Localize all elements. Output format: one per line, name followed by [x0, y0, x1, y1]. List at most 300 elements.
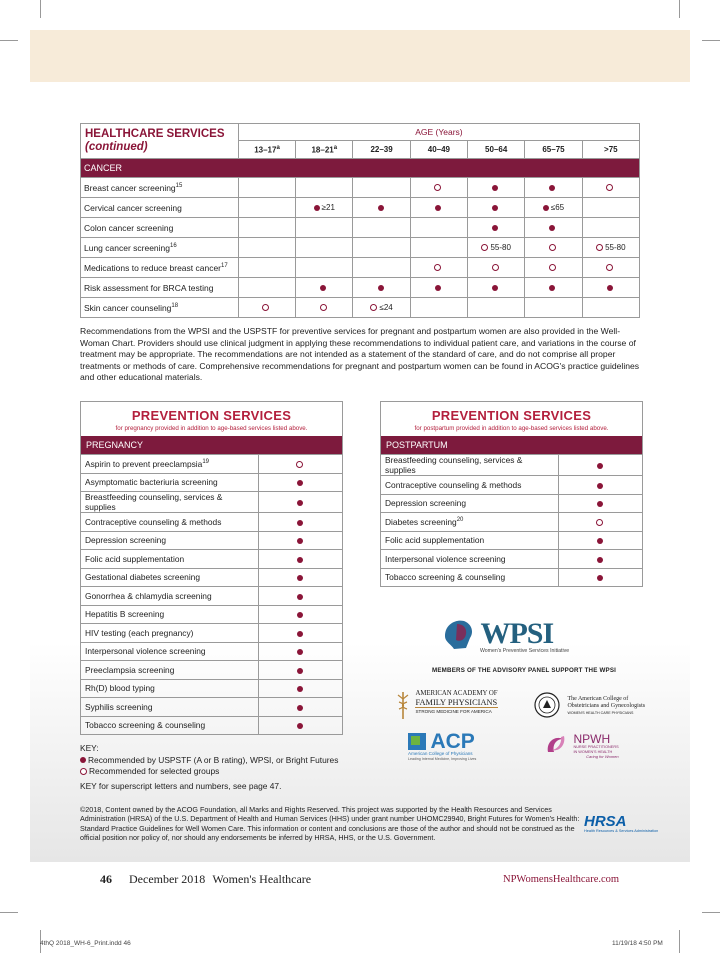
age-column-4 [468, 140, 525, 158]
pregnancy-subtitle: for pregnancy provided in addition to age-based services listed above. [115, 425, 308, 432]
wpsi-logo [442, 618, 569, 654]
hrsa-wordmark: HRSA [584, 813, 627, 830]
key [80, 743, 338, 792]
filled-dot-icon [597, 557, 603, 563]
table-row [81, 198, 640, 218]
service-label [81, 550, 259, 569]
filled-dot-icon [314, 205, 320, 211]
service-label-text: Folic acid supplementation [85, 553, 185, 564]
table-cell [353, 198, 410, 218]
service-label-text: Folic acid supplementation [385, 535, 485, 546]
table-cell [525, 278, 582, 298]
magazine-name: Women's Healthcare [212, 872, 312, 886]
top-band [30, 30, 690, 82]
table-cell [238, 218, 295, 238]
page-number: 46 [100, 872, 112, 886]
list-item [381, 513, 642, 532]
acog-logo [534, 692, 645, 718]
table-cell [353, 258, 410, 278]
print-slug-right: 11/19/18 4:50 PM [612, 940, 663, 947]
row-label [81, 218, 239, 238]
service-label [81, 698, 259, 717]
section-row [81, 159, 640, 178]
service-mark [259, 513, 343, 532]
open-dot-icon [549, 244, 556, 251]
row-label-text: Risk assessment for BRCA testing [84, 282, 214, 293]
cell-note: ≤65 [550, 203, 565, 212]
age-label: 13–17 [254, 145, 277, 155]
filled-dot-icon [80, 757, 86, 763]
service-label-text: Gonorrhea & chlamydia screening [85, 590, 212, 601]
cell-note: ≥21 [321, 203, 335, 212]
filled-dot-icon [549, 185, 555, 191]
advisory-panel-caption: MEMBERS OF THE ADVISORY PANEL SUPPORT THE WPSI [432, 667, 617, 674]
service-mark [259, 473, 343, 492]
cell-note: 55-80 [490, 243, 511, 252]
npwh-wordmark: NPWH [573, 732, 611, 746]
age-column-0 [238, 140, 295, 158]
service-mark [259, 587, 343, 606]
npwh-line3: Caring for Women [586, 754, 619, 759]
table-cell [410, 258, 467, 278]
list-item [81, 492, 342, 513]
age-label: 50–64 [485, 144, 508, 154]
filled-dot-icon [297, 686, 303, 692]
filled-dot-icon [492, 205, 498, 211]
service-label [81, 642, 259, 661]
crop-mark [679, 0, 680, 18]
open-dot-icon [492, 264, 499, 271]
acog-line1: The American College of [567, 696, 629, 702]
open-dot-icon [370, 304, 377, 311]
service-label-text: Gestational diabetes screening [85, 572, 200, 583]
table-cell [468, 238, 525, 258]
filled-dot-icon [297, 480, 303, 486]
table-cell [468, 178, 525, 198]
list-item [381, 494, 642, 513]
pregnancy-table [81, 454, 342, 734]
service-mark [559, 476, 643, 495]
table-cell [353, 178, 410, 198]
row-label [81, 298, 239, 318]
list-item [81, 624, 342, 643]
list-item [81, 513, 342, 532]
table-cell [296, 298, 353, 318]
row-label-text: Cervical cancer screening [84, 202, 182, 213]
service-label-text: HIV testing (each pregnancy) [85, 627, 194, 638]
table-cell [238, 258, 295, 278]
wpsi-wordmark: WPSI [480, 617, 554, 650]
row-label [81, 198, 239, 218]
list-item [381, 476, 642, 495]
table-cell [582, 218, 639, 238]
open-dot-icon [596, 519, 603, 526]
postpartum-table [381, 454, 642, 586]
section-cancer: CANCER [81, 159, 640, 178]
service-label-text: Diabetes screening [385, 516, 457, 527]
service-sup: 19 [202, 458, 209, 465]
age-column-6 [582, 140, 639, 158]
table-cell [468, 278, 525, 298]
row-sup: 18 [171, 302, 179, 309]
age-label: 65–75 [542, 144, 565, 154]
table-cell [296, 198, 353, 218]
service-mark [559, 513, 643, 532]
filled-dot-icon [597, 538, 603, 544]
service-label-text: Tobacco screening & counseling [85, 720, 206, 731]
row-label-text: Skin cancer counseling [84, 302, 172, 313]
aafp-line2: FAMILY PHYSICIANS [415, 698, 498, 707]
crop-mark [0, 912, 18, 913]
aafp-line1: AMERICAN ACADEMY OF [415, 690, 498, 697]
service-label [381, 568, 559, 586]
filled-dot-icon [297, 500, 303, 506]
service-mark [559, 455, 643, 476]
acp-line1: American College of Physicians [408, 751, 473, 756]
open-dot-icon [80, 768, 87, 775]
list-item [81, 531, 342, 550]
service-label-text: Aspirin to prevent preeclampsia [85, 458, 203, 469]
crop-mark [702, 912, 720, 913]
filled-dot-icon [297, 723, 303, 729]
cell-note: 55-80 [605, 243, 626, 252]
table-cell [238, 198, 295, 218]
filled-dot-icon [597, 575, 603, 581]
service-label-text: Preeclampsia screening [85, 664, 175, 675]
filled-dot-icon [549, 285, 555, 291]
filled-dot-icon [297, 705, 303, 711]
issue-date: December 2018 [129, 872, 206, 886]
row-sup: 16 [170, 242, 177, 249]
filled-dot-icon [492, 185, 498, 191]
key-open-label: Recommended for selected groups [89, 766, 220, 776]
filled-dot-icon [297, 649, 303, 655]
table-cell [296, 258, 353, 278]
table-row [81, 258, 640, 278]
list-item [81, 661, 342, 680]
service-label [81, 513, 259, 532]
aafp-line3: STRONG MEDICINE FOR AMERICA [415, 707, 497, 716]
open-dot-icon [262, 304, 269, 311]
postpartum-title: PREVENTION SERVICES [431, 408, 592, 423]
service-mark [559, 531, 643, 550]
table-cell [238, 298, 295, 318]
list-item [381, 550, 642, 569]
age-column-2 [353, 140, 410, 158]
service-label [81, 492, 259, 513]
row-label-text: Colon cancer screening [84, 222, 174, 233]
service-label [381, 513, 559, 532]
row-label [81, 178, 239, 198]
acog-seal-icon [534, 692, 560, 718]
service-mark [259, 624, 343, 643]
service-label [81, 716, 259, 734]
table-cell [238, 178, 295, 198]
table-cell [410, 298, 467, 318]
age-column-1 [296, 140, 353, 158]
service-label [81, 605, 259, 624]
age-sup: a [333, 144, 338, 151]
list-item [381, 568, 642, 586]
service-label [81, 661, 259, 680]
service-label [381, 476, 559, 495]
list-item [81, 605, 342, 624]
service-label-text: Syphilis screening [85, 701, 153, 712]
service-sup: 20 [456, 516, 464, 523]
table-cell [525, 258, 582, 278]
table-row [81, 278, 640, 298]
open-dot-icon [296, 461, 303, 468]
age-column-5 [525, 140, 582, 158]
healthcare-services-title [81, 124, 239, 159]
table-cell [353, 298, 410, 318]
filled-dot-icon [297, 612, 303, 618]
service-mark [559, 568, 643, 586]
table-cell [582, 238, 639, 258]
postpartum-subtitle: for postpartum provided in addition to age-based services listed above. [414, 425, 609, 432]
list-item [381, 455, 642, 476]
filled-dot-icon [597, 463, 603, 469]
table-cell [525, 298, 582, 318]
open-dot-icon [320, 304, 327, 311]
service-mark [259, 698, 343, 717]
crop-mark [679, 930, 680, 953]
service-label-text: Tobacco screening & counseling [385, 572, 506, 583]
table-row [81, 238, 640, 258]
table-row [81, 178, 640, 198]
table-cell [468, 218, 525, 238]
table-cell [296, 178, 353, 198]
age-label: 40–49 [427, 144, 450, 154]
table-cell [582, 278, 639, 298]
table-cell [582, 258, 639, 278]
row-label-text: Breast cancer screening [84, 182, 176, 193]
open-dot-icon [606, 184, 613, 191]
table-title-continued: (continued) [85, 141, 148, 153]
open-dot-icon [481, 244, 488, 251]
service-mark [259, 605, 343, 624]
row-label-text: Lung cancer screening [84, 242, 171, 253]
table-cell [582, 178, 639, 198]
key-superscript-note: KEY for superscript letters and numbers, see page 47. [80, 780, 282, 791]
service-label [381, 494, 559, 513]
service-mark [259, 568, 343, 587]
service-mark [259, 679, 343, 698]
acp-line2: Leading Internal Medicine, Improving Lives [408, 756, 477, 761]
list-item [81, 642, 342, 661]
service-label-text: Breastfeeding counseling, services & supplies [85, 492, 223, 512]
cell-note: ≤24 [379, 303, 393, 312]
table-cell [410, 218, 467, 238]
filled-dot-icon [492, 285, 498, 291]
acog-line2: Obstetricians and Gynecologists [567, 703, 646, 709]
crop-mark [0, 40, 18, 41]
open-dot-icon [606, 264, 613, 271]
acp-logo [408, 730, 477, 762]
row-label-text: Medications to reduce breast cancer [84, 262, 222, 273]
row-label [81, 278, 239, 298]
table-cell [410, 198, 467, 218]
service-label [81, 679, 259, 698]
service-mark [259, 550, 343, 569]
section-pregnancy: PREGNANCY [81, 436, 342, 454]
key-full-row [80, 755, 338, 767]
npwh-line2: IN WOMEN'S HEALTH [573, 749, 613, 754]
recommendations-paragraph: Recommendations from the WPSI and the USPSTF for preventive services for pregnant and postpartum women are also provided in the Well-Woman Chart. Providers should use clinical judgment in applying these recommendations to individual patient care, and variations in the course of treatment may be appropriate. The recommendations are not intended as a statement of the standard of care, and do not comprise all proper treatments or methods of care. Comprehensive recommendations for pregnant and postpartum women can be found in ACOG's practice guidelines and other educational materials. [80, 326, 640, 383]
filled-dot-icon [297, 668, 303, 674]
pregnancy-box [80, 401, 343, 735]
list-item [81, 473, 342, 492]
list-item [81, 679, 342, 698]
age-label: 18–21 [311, 145, 334, 155]
key-full-label: Recommended by USPSTF (A or B rating), WPSI, or Bright Futures [88, 754, 339, 765]
filled-dot-icon [297, 520, 303, 526]
table-cell [525, 238, 582, 258]
copyright-notice: ©2018, Content owned by the ACOG Foundation, all Marks and Rights Reserved. This project was supported by the Health Resources and Services Administration (HRSA) of the U.S. Department of Health and Human Services (HHS) under grant number UHOMC29940, Bright Futures for Women's Health: Standard Practice Guidelines for Well Women Care. This information or content and conclusions are those of the author and should not be construed as the official position nor policy of, nor should any endorsements be inferred by HRSA, HHS, or the U.S. Government. [80, 805, 580, 842]
list-item [81, 716, 342, 734]
service-label [381, 550, 559, 569]
key-title: KEY: [80, 743, 99, 753]
age-label: 22–39 [370, 144, 393, 154]
service-label-text: Asymptomatic bacteriuria screening [85, 477, 218, 488]
npwh-line1: NURSE PRACTITIONERS [573, 745, 619, 749]
filled-dot-icon [297, 594, 303, 600]
table-row [81, 298, 640, 318]
table-cell [410, 238, 467, 258]
wpsi-head-icon [442, 618, 476, 650]
wpsi-subtitle: Women's Preventive Services Initiative [480, 648, 570, 654]
service-mark [259, 455, 343, 474]
service-label-text: Contraceptive counseling & methods [85, 516, 222, 527]
service-mark [559, 550, 643, 569]
filled-dot-icon [297, 538, 303, 544]
filled-dot-icon [549, 225, 555, 231]
service-mark [559, 494, 643, 513]
postpartum-box [380, 401, 643, 587]
table-cell [525, 218, 582, 238]
filled-dot-icon [492, 225, 498, 231]
table-cell [468, 298, 525, 318]
filled-dot-icon [597, 501, 603, 507]
open-dot-icon [434, 264, 441, 271]
open-dot-icon [596, 244, 603, 251]
service-label-text: Rh(D) blood typing [85, 683, 155, 694]
filled-dot-icon [297, 557, 303, 563]
service-mark [259, 716, 343, 734]
hrsa-logo [584, 814, 658, 834]
table-cell [468, 258, 525, 278]
website-link[interactable]: NPWomensHealthcare.com [503, 874, 620, 885]
service-label [81, 587, 259, 606]
service-label-text: Hepatitis B screening [85, 609, 165, 620]
filled-dot-icon [543, 205, 549, 211]
page-footer [100, 872, 311, 887]
filled-dot-icon [297, 631, 303, 637]
open-dot-icon [549, 264, 556, 271]
section-postpartum: POSTPARTUM [381, 436, 642, 454]
filled-dot-icon [597, 483, 603, 489]
table-cell [353, 278, 410, 298]
filled-dot-icon [297, 575, 303, 581]
crop-mark [702, 40, 720, 41]
hrsa-subtitle: Health Resources & Services Administration [584, 829, 659, 833]
table-cell [410, 178, 467, 198]
filled-dot-icon [435, 285, 441, 291]
filled-dot-icon [435, 205, 441, 211]
list-item [81, 698, 342, 717]
list-item [81, 568, 342, 587]
npwh-swirl-icon [545, 733, 567, 755]
service-label [81, 568, 259, 587]
service-label [81, 455, 259, 474]
service-label-text: Depression screening [85, 535, 167, 546]
table-row [81, 218, 640, 238]
table-cell [582, 198, 639, 218]
service-mark [259, 531, 343, 550]
table-cell [296, 238, 353, 258]
service-label [381, 531, 559, 550]
row-sup: 17 [221, 262, 228, 269]
service-label-text: Interpersonal violence screening [385, 553, 506, 564]
pregnancy-title: PREVENTION SERVICES [131, 408, 292, 423]
acp-mark-icon [408, 733, 426, 750]
filled-dot-icon [378, 205, 384, 211]
service-label [81, 624, 259, 643]
table-cell [468, 198, 525, 218]
age-header: AGE (Years) [238, 124, 639, 141]
service-mark [259, 492, 343, 513]
table-cell [353, 238, 410, 258]
aafp-logo [397, 690, 498, 720]
age-sup: a [276, 144, 280, 151]
npwh-logo [545, 733, 619, 759]
list-item [381, 531, 642, 550]
service-label-text: Contraceptive counseling & methods [385, 479, 522, 490]
table-cell [353, 218, 410, 238]
table-cell [525, 198, 582, 218]
cancer-table [80, 123, 640, 318]
table-title: HEALTHCARE SERVICES [85, 128, 225, 140]
service-mark [259, 642, 343, 661]
list-item [81, 587, 342, 606]
table-cell [410, 278, 467, 298]
filled-dot-icon [320, 285, 326, 291]
list-item [81, 455, 342, 474]
service-label [81, 473, 259, 492]
key-open-row [80, 766, 338, 778]
service-label-text: Interpersonal violence screening [85, 646, 206, 657]
table-cell [238, 238, 295, 258]
open-dot-icon [434, 184, 441, 191]
row-label [81, 238, 239, 258]
service-label [381, 455, 559, 476]
acp-wordmark: ACP [430, 730, 475, 753]
service-label [81, 531, 259, 550]
table-cell [296, 278, 353, 298]
list-item [81, 550, 342, 569]
acog-line3: WOMEN'S HEALTH CARE PHYSICIANS [567, 711, 634, 715]
row-label [81, 258, 239, 278]
age-column-3 [410, 140, 467, 158]
table-cell [238, 278, 295, 298]
filled-dot-icon [378, 285, 384, 291]
crop-mark [40, 0, 41, 18]
print-slug-left: 4thQ 2018_WH-6_Print.indd 46 [40, 940, 131, 947]
table-cell [296, 218, 353, 238]
service-label-text: Depression screening [385, 498, 467, 509]
table-cell [525, 178, 582, 198]
caduceus-icon [397, 690, 409, 720]
